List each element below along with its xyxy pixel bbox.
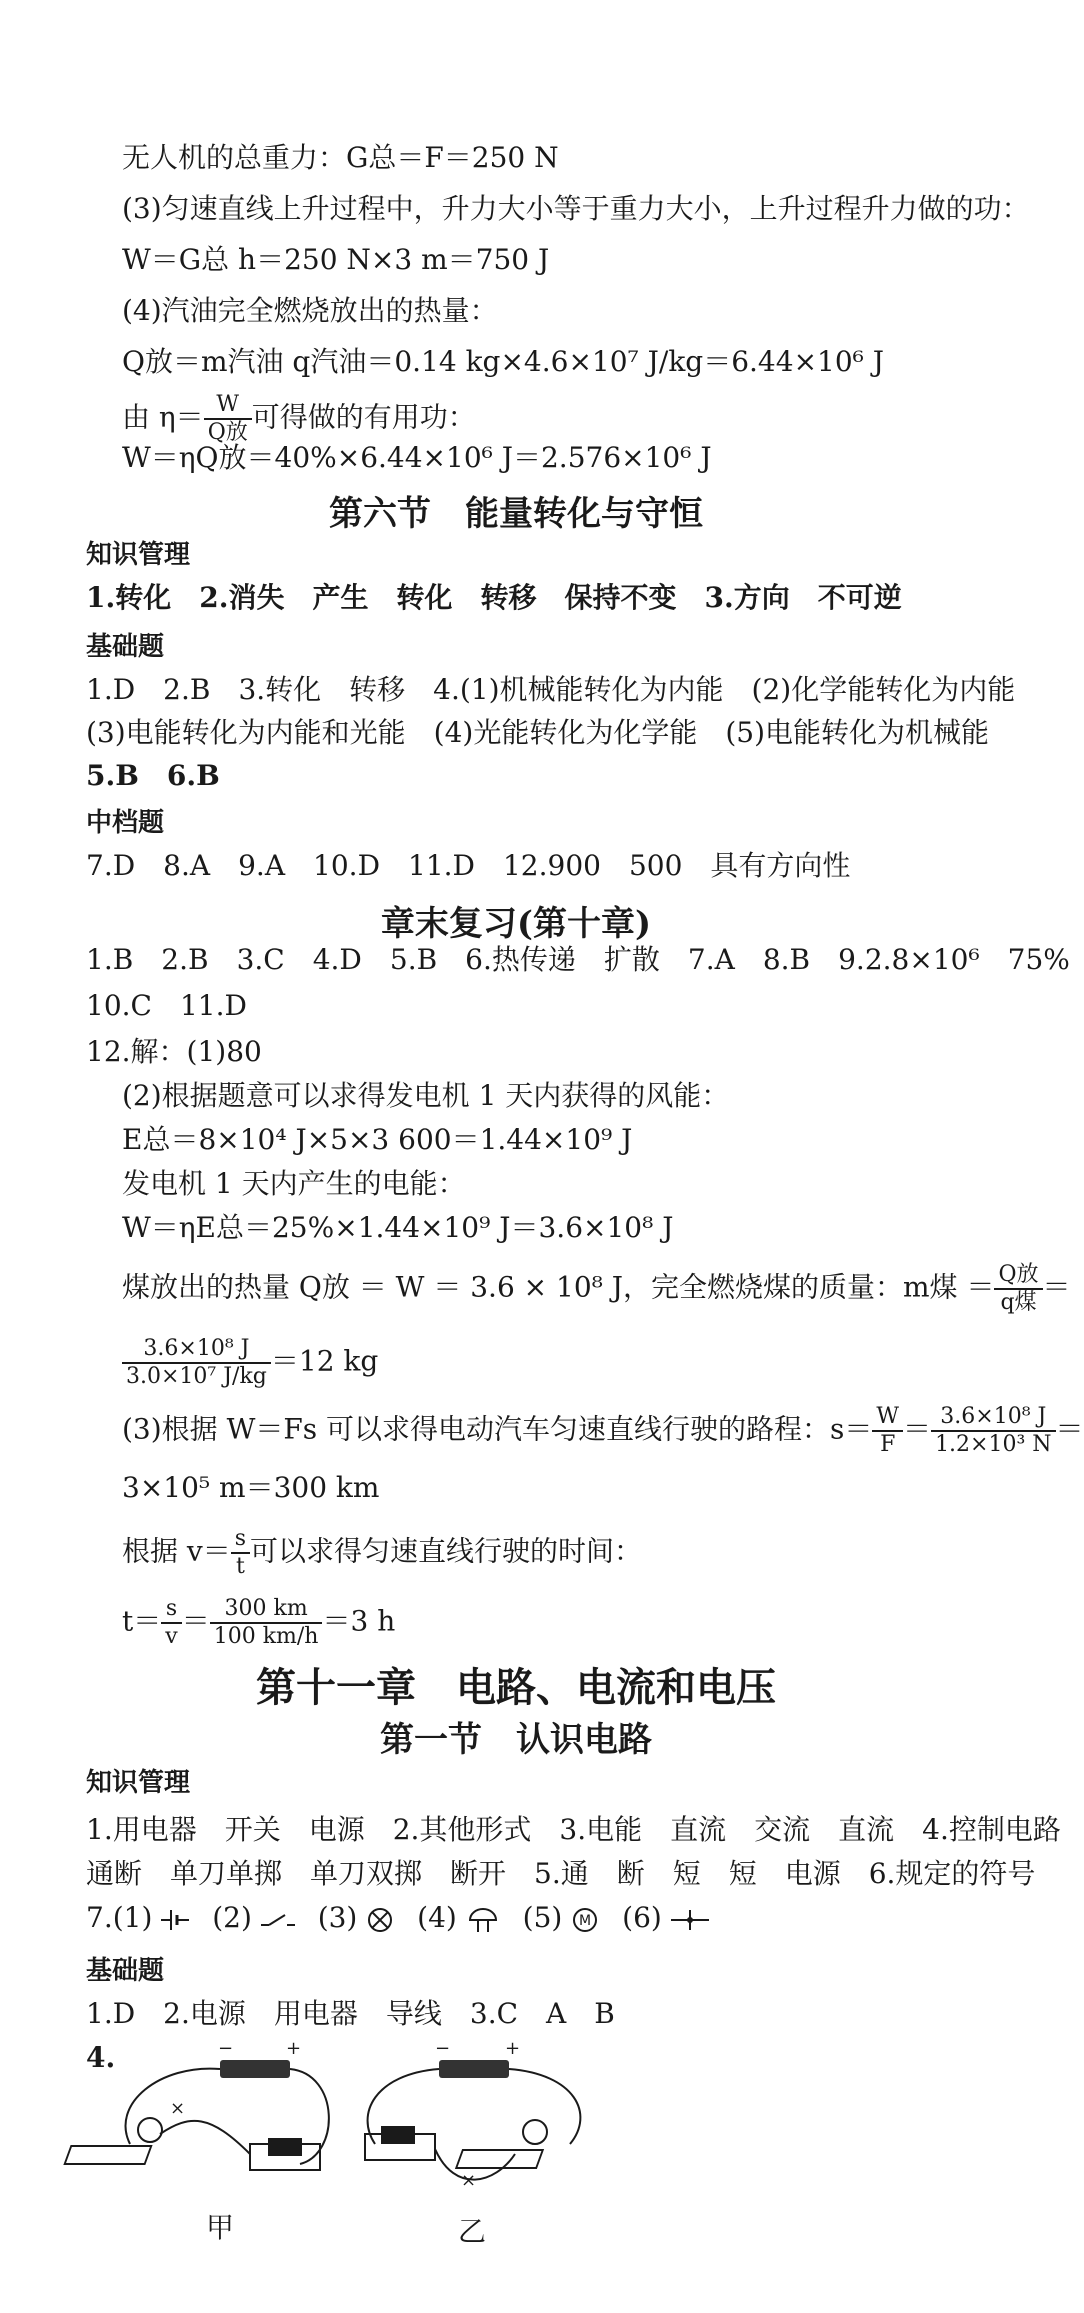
section-title: 第六节 能量转化与守恒 <box>329 494 703 534</box>
denominator: 3.0×10⁷ J/kg <box>126 1364 267 1389</box>
text: ＝ <box>1042 1270 1071 1304</box>
formula-line <box>122 1404 1084 1458</box>
bell-symbol-icon <box>466 1906 500 1934</box>
battery-plus-sign: + <box>505 2038 521 2059</box>
text-line: W＝G总 h＝250 N×3 m＝750 J <box>122 243 550 276</box>
text: 可以求得匀速直线行驶的时间： <box>250 1534 643 1568</box>
denominator: v <box>165 1624 178 1649</box>
text-line: 1.D 2.B 3.转化 转移 4.(1)机械能转化为内能 (2)化学能转化为内能 <box>86 673 1016 706</box>
item-label: (6) <box>622 1901 662 1934</box>
section-title: 章末复习(第十章) <box>380 904 652 944</box>
text-line: 通断 单刀单掷 单刀双掷 断开 5.通 断 短 短 电源 6.规定的符号 <box>86 1857 1036 1890</box>
numerator: W <box>204 392 252 420</box>
cross-mark: × <box>461 2170 477 2191</box>
switch-lever <box>268 2138 302 2156</box>
numerator: W <box>872 1404 903 1432</box>
item-label: (2) <box>212 1901 252 1934</box>
text-line: (4)汽油完全燃烧放出的热量： <box>122 294 498 327</box>
subheading: 知识管理 <box>86 1768 191 1798</box>
text: (3)根据 W＝Fs 可以求得电动汽车匀速直线行驶的路程：s＝ <box>122 1412 873 1446</box>
text-line: 3×10⁵ m＝300 km <box>122 1471 380 1504</box>
fraction <box>204 392 252 446</box>
text-line: W＝ηQ放＝40%×6.44×10⁶ J＝2.576×10⁶ J <box>122 441 712 474</box>
formula-line <box>122 1336 378 1390</box>
bulb-icon <box>523 2120 547 2144</box>
text: 根据 v＝ <box>122 1534 231 1568</box>
battery-minus-sign: − <box>218 2038 234 2059</box>
fraction <box>872 1404 903 1458</box>
text: ＝12 kg <box>270 1344 379 1378</box>
numerator: Q放 <box>994 1262 1042 1290</box>
text-line: 5.B 6.B <box>86 759 220 792</box>
text: ＝ <box>903 1412 932 1446</box>
battery-icon <box>220 2060 290 2078</box>
chapter-title: 第十一章 电路、电流和电压 <box>256 1664 776 1711</box>
wire <box>509 2069 580 2144</box>
text-line: 发电机 1 天内产生的电能： <box>122 1167 466 1200</box>
wire <box>160 2121 250 2154</box>
denominator: 1.2×10³ N <box>935 1432 1052 1457</box>
text-line: 7.D 8.A 9.A 10.D 11.D 12.900 500 具有方向性 <box>86 849 851 882</box>
denominator: Q放 <box>207 420 248 445</box>
text: 由 η＝ <box>122 400 204 434</box>
item-label: (3) <box>317 1901 358 1934</box>
battery-symbol-icon <box>161 1907 189 1933</box>
circuit-figure-a <box>100 2034 340 2204</box>
text: 可得做的有用功： <box>251 400 476 434</box>
subheading: 基础题 <box>86 632 165 662</box>
motor-symbol-icon <box>571 1906 599 1934</box>
text-line: E总＝8×10⁴ J×5×3 600＝1.44×10⁹ J <box>122 1123 633 1156</box>
fraction <box>122 1336 271 1390</box>
subheading: 知识管理 <box>86 540 191 570</box>
denominator: q煤 <box>1000 1290 1037 1315</box>
item-label: (5) <box>522 1901 563 1934</box>
section-title: 第一节 认识电路 <box>380 1720 652 1760</box>
text-line: 1.转化 2.消失 产生 转化 转移 保持不变 3.方向 不可逆 <box>86 581 902 614</box>
bulb-icon <box>138 2118 162 2142</box>
text-line: 12.解：(1)80 <box>86 1035 262 1068</box>
text-line: 1.B 2.B 3.C 4.D 5.B 6.热传递 扩散 7.A 8.B 9.2.8×10⁶ 75% <box>86 943 1070 976</box>
text-line: Q放＝m汽油 q汽油＝0.14 kg×4.6×10⁷ J/kg＝6.44×10⁶ J <box>122 345 885 378</box>
subheading: 基础题 <box>86 1956 165 1986</box>
numerator: 300 km <box>210 1596 323 1624</box>
battery-icon <box>439 2060 509 2078</box>
fraction <box>231 1526 250 1580</box>
formula-line <box>122 1526 642 1580</box>
fraction <box>994 1262 1042 1316</box>
item-label: (4) <box>417 1901 457 1934</box>
battery-plus-sign: + <box>286 2038 302 2059</box>
numerator: 3.6×10⁸ J <box>931 1404 1055 1432</box>
svg-text:M: M <box>579 1912 592 1929</box>
formula-line <box>122 1262 1071 1316</box>
subheading: 中档题 <box>86 808 165 838</box>
figure-label: 甲 <box>206 2211 235 2244</box>
denominator: t <box>235 1554 245 1579</box>
question-number: 4. <box>86 2041 116 2074</box>
text: t＝ <box>122 1604 162 1638</box>
text-line: 10.C 11.D <box>86 989 247 1022</box>
text-line: 无人机的总重力：G总＝F＝250 N <box>122 141 559 174</box>
symbols-line <box>86 1900 709 1936</box>
text-line: (2)根据题意可以求得发电机 1 天内获得的风能： <box>122 1079 730 1112</box>
text-line: (3)电能转化为内能和光能 (4)光能转化为化学能 (5)电能转化为机械能 <box>86 716 989 749</box>
formula-line <box>122 1596 395 1650</box>
circuit-figure-b <box>355 2034 605 2204</box>
fraction <box>161 1596 181 1650</box>
formula-line <box>122 392 476 446</box>
switch-lever <box>381 2126 415 2144</box>
denominator: F <box>880 1432 896 1457</box>
text-line: 1.D 2.电源 用电器 导线 3.C A B <box>86 1997 615 2030</box>
figure-label: 乙 <box>458 2215 487 2248</box>
item-label: 7.(1) <box>86 1901 153 1934</box>
text: ＝ <box>1055 1412 1084 1446</box>
text-line: 1.用电器 开关 电源 2.其他形式 3.电能 直流 交流 直流 4.控制电路 <box>86 1813 1061 1846</box>
text-line: W＝ηE总＝25%×1.44×10⁹ J＝3.6×10⁸ J <box>122 1211 674 1244</box>
numerator: s <box>231 1526 250 1554</box>
text: ＝3 h <box>322 1604 396 1638</box>
fraction <box>931 1404 1055 1458</box>
wire-junction-symbol-icon <box>671 1907 709 1933</box>
numerator: s <box>161 1596 181 1624</box>
switch-symbol-icon <box>261 1907 295 1933</box>
text: ＝ <box>181 1604 210 1638</box>
text: 煤放出的热量 Q放 ＝ W ＝ 3.6 × 10⁸ J，完全燃烧煤的质量：m煤 ＝ <box>122 1270 995 1304</box>
fraction <box>210 1596 323 1650</box>
cross-mark: × <box>170 2098 186 2119</box>
numerator: 3.6×10⁸ J <box>122 1336 271 1364</box>
lamp-base <box>65 2146 152 2164</box>
lamp-symbol-icon <box>366 1906 394 1934</box>
text-line: (3)匀速直线上升过程中，升力大小等于重力大小，上升过程升力做的功： <box>122 192 1030 225</box>
battery-minus-sign: − <box>435 2038 451 2059</box>
lamp-base <box>456 2150 543 2168</box>
denominator: 100 km/h <box>213 1624 319 1649</box>
